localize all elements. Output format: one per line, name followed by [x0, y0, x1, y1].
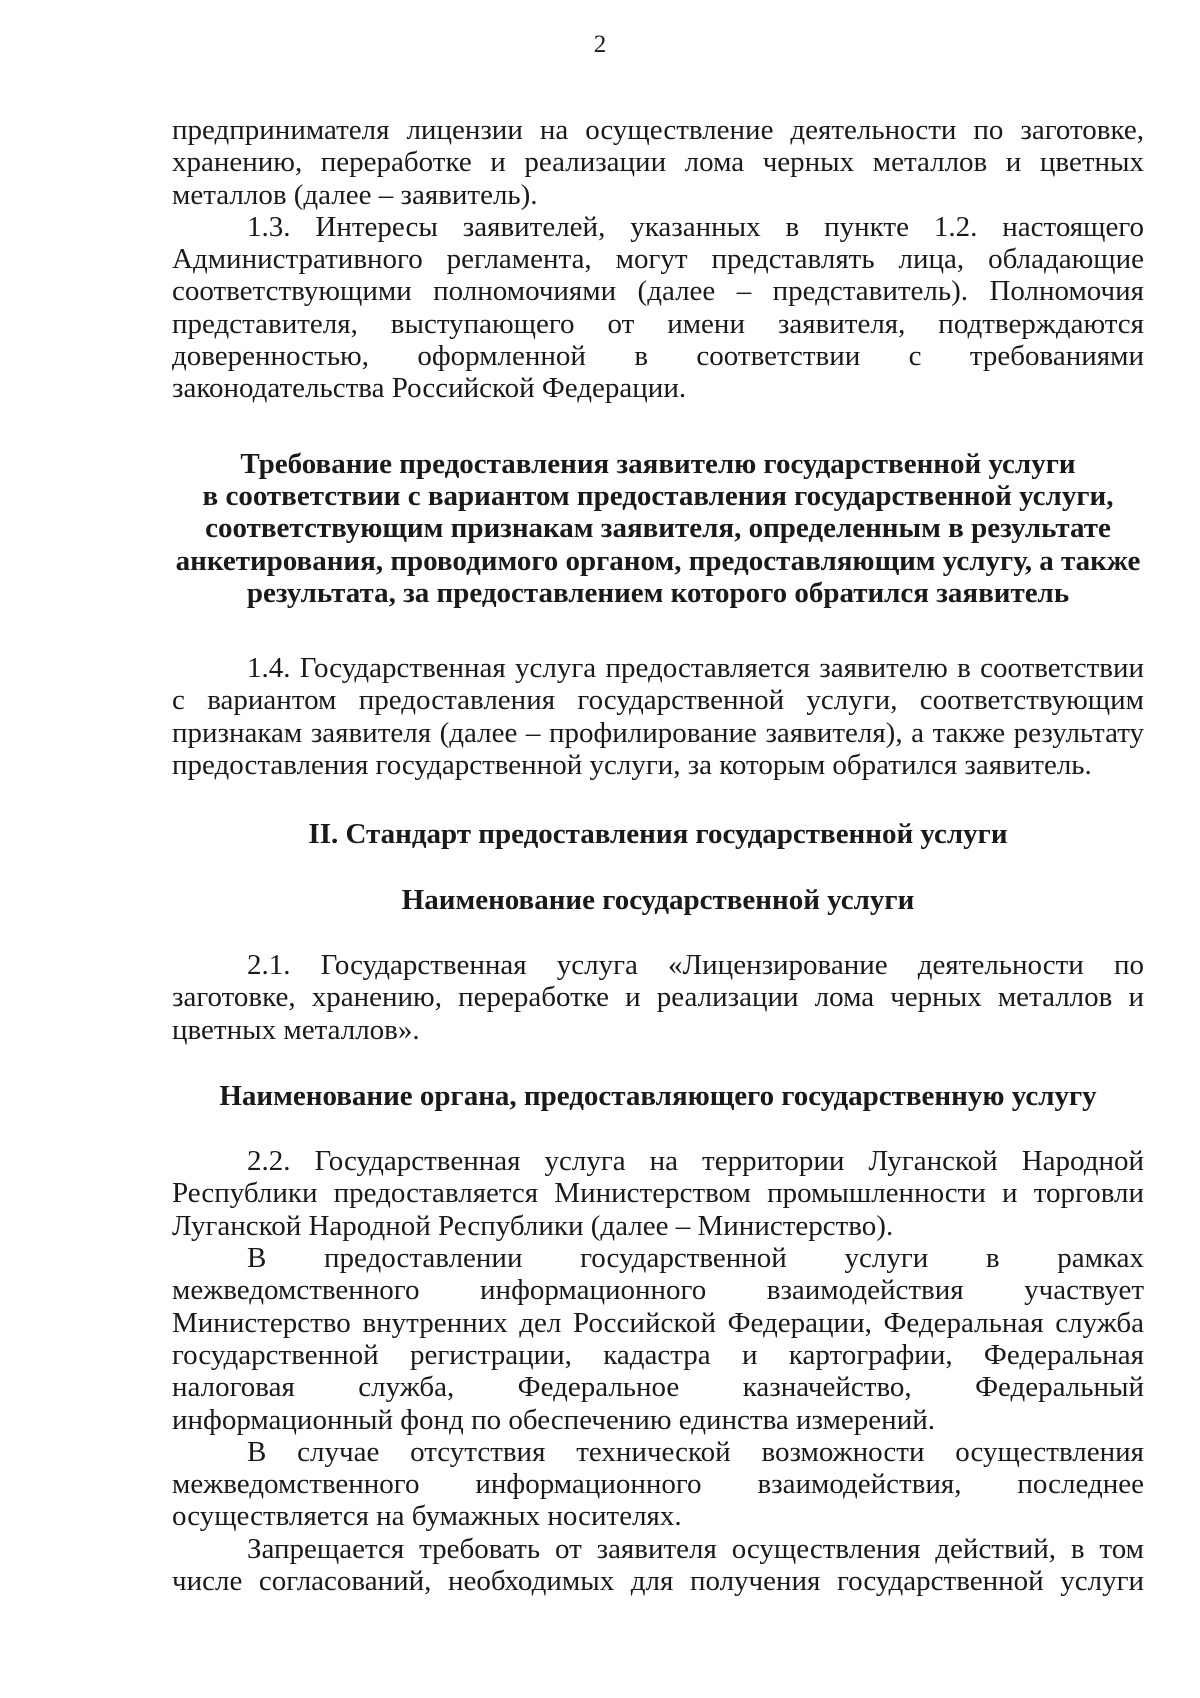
paragraph-1-3: 1.3. Интересы заявителей, указанных в пункте 1.2. настоящего Административного регламента, могут представлять лица, обладающие соответствующими полномочиями (далее – представитель). Полномочия представителя, выступающего от имени заявителя, подтверждаются доверенностью, оформленной в соответствии с требованиями законодательства Российской Федерации.: [172, 210, 1144, 405]
heading-service-name: Наименование государственной услуги: [401, 883, 915, 916]
heading-requirement: [172, 448, 1144, 609]
paragraph-interagency: В предоставлении государственной услуги в рамках межведомственного информационного взаимодействия участвует Министерство внутренних дел Российской Федерации, Федеральная служба государственной регистрации, кадастра и картографии, Федеральная налоговая служба, Федеральное казначейство, Федеральный информационный фонд по обеспечению единства измерений.: [172, 1242, 1144, 1436]
heading-requirement-line: Требование предоставления заявителю государственной услуги: [240, 447, 1076, 480]
page-number: 2: [593, 31, 607, 58]
heading-requirement-line: соответствующим признакам заявителя, определенным в результате: [205, 512, 1111, 545]
heading-requirement-line: анкетирования, проводимого органом, предоставляющим услугу, а также: [175, 544, 1141, 577]
heading-requirement-line: результата, за предоставлением которого обратился заявитель: [246, 576, 1070, 609]
heading-authority: Наименование органа, предоставляющего государственную услугу: [219, 1079, 1097, 1112]
paragraph-2-2: 2.2. Государственная услуга на территории Луганской Народной Республики предоставляется Министерством промышленности и торговли Луганской Народной Республики (далее – Министерство).: [172, 1145, 1144, 1242]
paragraph-2-1: 2.1. Государственная услуга «Лицензирование деятельности по заготовке, хранению, переработке и реализации лома черных металлов и цветных металлов».: [172, 948, 1144, 1046]
paragraph-1-4: 1.4. Государственная услуга предоставляется заявителю в соответствии с вариантом предоставления государственной услуги, соответствующим признакам заявителя (далее – профилирование заявителя), а также результату предоставления государственной услуги, за которым обратился заявитель.: [172, 652, 1144, 782]
paragraph-applicant-definition: предпринимателя лицензии на осуществление деятельности по заготовке, хранению, переработке и реализации лома черных металлов и цветных металлов (далее – заявитель).: [172, 114, 1144, 211]
heading-requirement-line: в соответствии с вариантом предоставления государственной услуги,: [202, 479, 1114, 512]
heading-section-2: II. Стандарт предоставления государственной услуги: [308, 818, 1008, 851]
paragraph-prohibited: Запрещается требовать от заявителя осуществления действий, в том числе согласований, необходимых для получения государственной услуги: [172, 1532, 1144, 1597]
paragraph-paper-media: В случае отсутствия технической возможности осуществления межведомственного информационного взаимодействия, последнее осуществляется на бумажных носителях.: [172, 1435, 1144, 1533]
document-body: [172, 114, 1144, 1597]
